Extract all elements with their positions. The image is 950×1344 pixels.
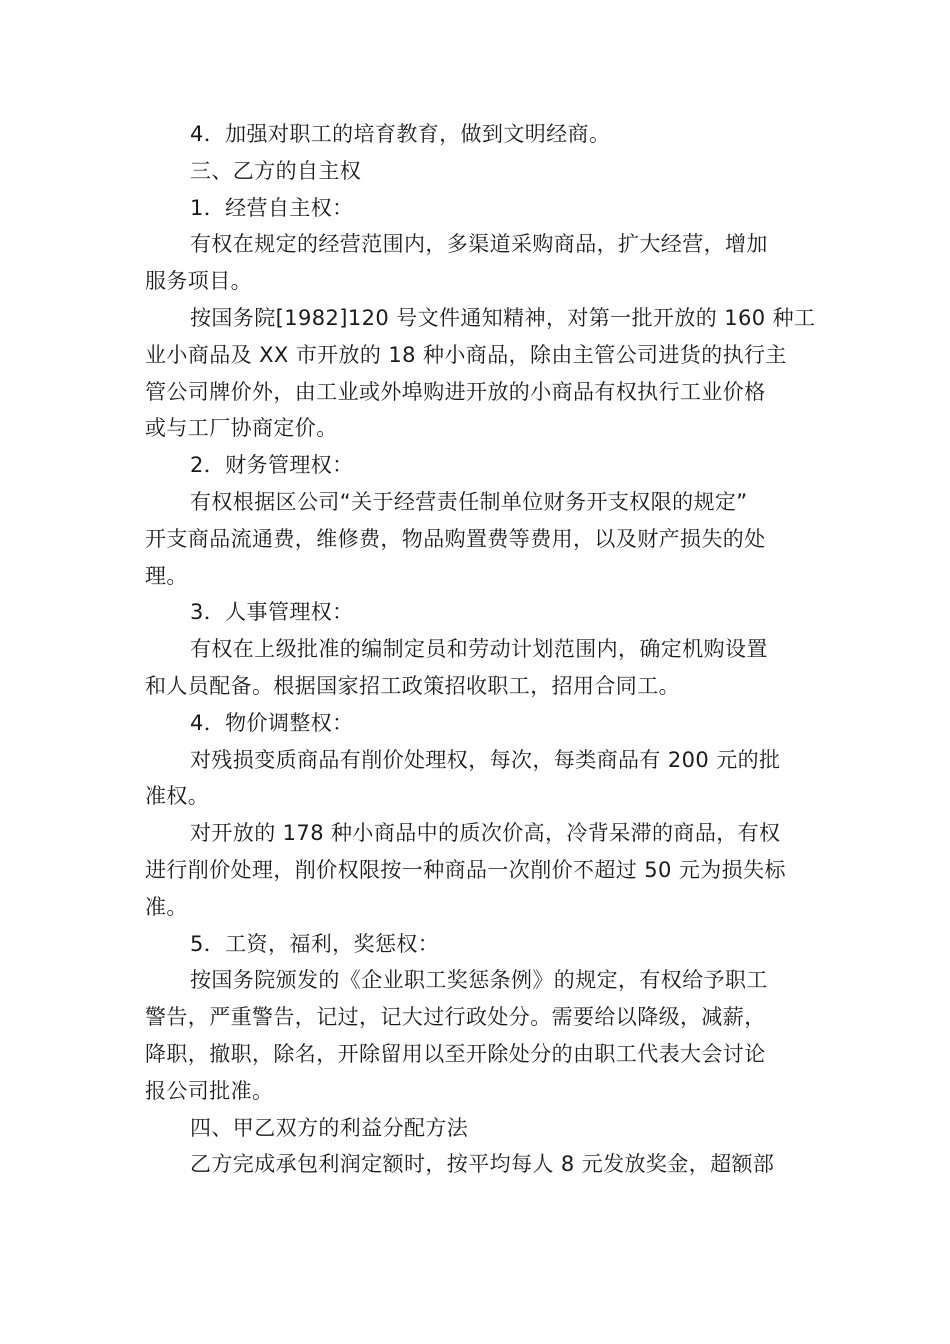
document-page (145, 116, 816, 1183)
paragraph-line: 服务项目。 (145, 269, 252, 294)
section-heading-profit-distribution (145, 1110, 807, 1147)
paragraph-damaged-goods (145, 742, 807, 816)
paragraph-bonus (145, 1146, 807, 1183)
paragraph-line: 有权在规定的经营范围内，多渠道采购商品，扩大经营，增加 (190, 232, 768, 257)
paragraph-line: 降职，撤职，除名，开除留用以至开除处分的由职工代表大会讨论 (145, 1041, 766, 1066)
subheading-finance-management (145, 447, 807, 484)
paragraph-line: 三、乙方的自主权 (190, 158, 362, 183)
subheading-wages-welfare (145, 926, 807, 963)
paragraph-business-scope (145, 226, 807, 300)
paragraph-line: 4．加强对职工的培育教育，做到文明经商。 (190, 122, 611, 146)
paragraph-line: 5．工资，福利，奖惩权： (190, 931, 440, 956)
list-item-staff-education (145, 116, 807, 153)
paragraph-line: 四、甲乙双方的利益分配方法 (190, 1115, 469, 1140)
paragraph-line: 开支商品流通费，维修费，物品购置费等费用，以及财产损失的处 (145, 526, 766, 551)
paragraph-line: 按国务院颁发的《企业职工奖惩条例》的规定，有权给予职工 (190, 968, 768, 993)
paragraph-line: 4．物价调整权： (190, 710, 354, 735)
paragraph-line: 理。 (145, 563, 188, 588)
paragraph-line: 准权。 (145, 784, 210, 809)
paragraph-line: 对残损变质商品有削价处理权，每次，每类商品有 200 元的批 (190, 747, 781, 772)
paragraph-line: 进行削价处理，削价权限按一种商品一次削价不超过 50 元为损失标 (145, 857, 786, 882)
paragraph-line: 2．财务管理权： (190, 453, 354, 478)
paragraph-line: 业小商品及 XX 市开放的 18 种小商品，除由主管公司进货的执行主 (145, 342, 787, 367)
paragraph-line: 警告，严重警告，记过，记大过行政处分。需要给以降级，减薪， (145, 1005, 766, 1030)
paragraph-line: 管公司牌价外，由工业或外埠购进开放的小商品有权执行工业价格 (145, 379, 766, 404)
subheading-business-autonomy (145, 190, 807, 227)
paragraph-line: 有权根据区公司“关于经营责任制单位财务开支权限的规定” (190, 489, 748, 514)
paragraph-line: 和人员配备。根据国家招工政策招收职工，招用合同工。 (145, 673, 680, 698)
paragraph-finance-rules (145, 484, 807, 594)
paragraph-line: 3．人事管理权： (190, 600, 354, 625)
subheading-price-adjustment (145, 705, 807, 742)
paragraph-line: 按国务院[1982]120 号文件通知精神，对第一批开放的 160 种工 (190, 305, 816, 330)
paragraph-line: 或与工厂协商定价。 (145, 416, 338, 441)
paragraph-line: 乙方完成承包利润定额时，按平均每人 8 元发放奖金，超额部 (190, 1152, 775, 1177)
paragraph-line: 对开放的 178 种小商品中的质次价高，冷背呆滞的商品，有权 (190, 821, 781, 846)
paragraph-line: 准。 (145, 894, 188, 919)
paragraph-markdown-rules (145, 815, 807, 925)
paragraph-state-council-notice (145, 300, 816, 447)
subheading-personnel-management (145, 594, 807, 631)
paragraph-personnel-rules (145, 631, 807, 705)
section-heading-autonomy (145, 153, 807, 190)
paragraph-line: 有权在上级批准的编制定员和劳动计划范围内，确定机购设置 (190, 637, 768, 662)
paragraph-line: 报公司批准。 (145, 1078, 274, 1103)
paragraph-line: 1．经营自主权： (190, 195, 354, 220)
paragraph-rewards-penalties (145, 962, 807, 1109)
